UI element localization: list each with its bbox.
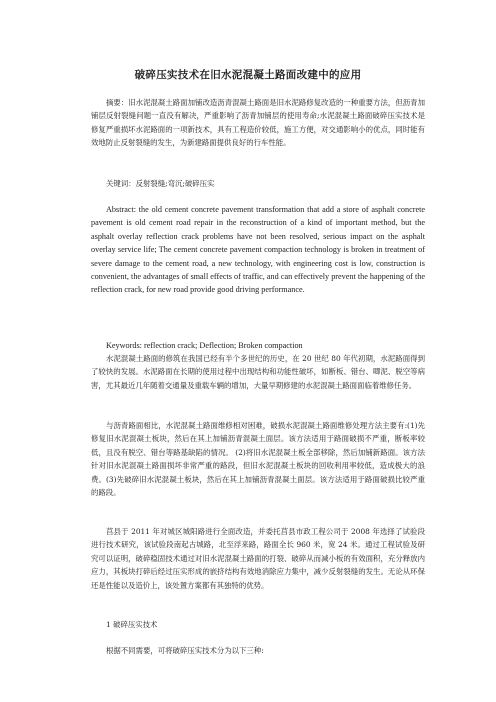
section-heading-1 <box>91 618 425 631</box>
paragraph-3-text: 莒县于 2011 年对城区城阳路进行全面改造，并委托莒县市政工程公司于 2008 年选择了试验段进行技术研究，该试验段南起古城路，北至浮来路，路面全长 960 米，宽 24 米。通过工程试验及研究可以证明，破碎稳固技术通过对旧水泥混凝土路面的打裂、破碎从而减小板的有效面积，充分释放内应力，其板块打碎后经过压实形成的嵌挤结构有效地消除应力集中，减少反射裂缝的发生。无论从环保还是性能以及造价上，该处置方案都有其独特的优势。 <box>91 527 425 590</box>
abstract-en <box>91 203 425 297</box>
paragraph-4-text: 根据不同需要，可将破碎压实技术分为以下三种: <box>106 646 264 655</box>
paragraph-1-text: 水泥混凝土路面的修筑在我国已经有半个多世纪的历史，在 20 世纪 80 年代初期，水泥路面得到了较快的发展。水泥路面在长期的使用过程中出现结构和功能性破坏，如断板、错台、唧泥、脱空等病害，尤其最近几年随着交通量及重载车辆的增加，大量早期修建的水泥混凝土路面面临着维修任务。 <box>91 354 425 390</box>
abstract-en-text: Abstract: the old cement concrete pavement transformation that add a store of asphalt concrete pavement is old cement road repair in the reconstruction of a kind of important method, but the asphalt overlay reflection crack problems have not been resolved, serious impact on the asphalt overlay service life; The cement concrete pavement compaction technology is broken in treatment of severe damage to the cement road, a new technology, with engineering cost is low, construction is convenient, the advantages of small effects of traffic, and can effectively prevent the happening of the reflection crack, for new road provide good driving performance. <box>91 205 425 295</box>
body-paragraph-2 <box>91 419 425 499</box>
keywords-en <box>91 339 425 352</box>
body-paragraph-1 <box>91 352 425 392</box>
paragraph-2-text: 与沥青路面相比，水泥混凝土路面维修相对困难，破损水泥混凝土路面维修处理方法主要有:(1)先修复旧水泥混凝土板块，然后在其上加铺沥青混凝土面层。该方法适用于路面破损不严重，断板率较低，且没有脱空、错台等路基缺陷的情况。 (2)将旧水泥混凝土板全部移除，然后加铺新路面。该方法针对旧水泥混凝土路面损坏非常严重的路段，但旧水泥混凝土板块的回收利用率较低，造成极大的浪费。(3)先破碎旧水泥混凝土板块，然后在其上加铺沥青混凝土面层。该方法适用于路面破损比较严重的路段。 <box>91 421 425 498</box>
body-paragraph-4 <box>91 644 425 657</box>
keywords-en-text: Keywords: reflection crack; Deflection; Broken compaction <box>106 341 303 350</box>
abstract-cn-text: 摘要：旧水泥混凝土路面加铺改造沥青混凝土路面是旧水泥路修复改造的一种重要方法，但沥青加铺层反射裂缝问题一直没有解决，严重影响了沥青加铺层的使用寿命;水泥混凝土路面破碎压实技术是修复严重损坏水泥路面的一项新技术，具有工程造价较低，施工方便，对交通影响小的优点，同时能有效地防止反射裂缝的发生，为新建路面提供良好的行车性能。 <box>91 98 425 148</box>
keywords-cn-text: 关键词：反射裂缝;弯沉;破碎压实 <box>106 179 215 188</box>
keywords-cn <box>91 177 425 190</box>
body-paragraph-3 <box>91 525 425 592</box>
paper-title: 破碎压实技术在旧水泥混凝土路面改建中的应用 <box>134 69 362 81</box>
abstract-cn <box>91 96 425 150</box>
section-heading-1-text: 1 破碎压实技术 <box>106 620 158 629</box>
